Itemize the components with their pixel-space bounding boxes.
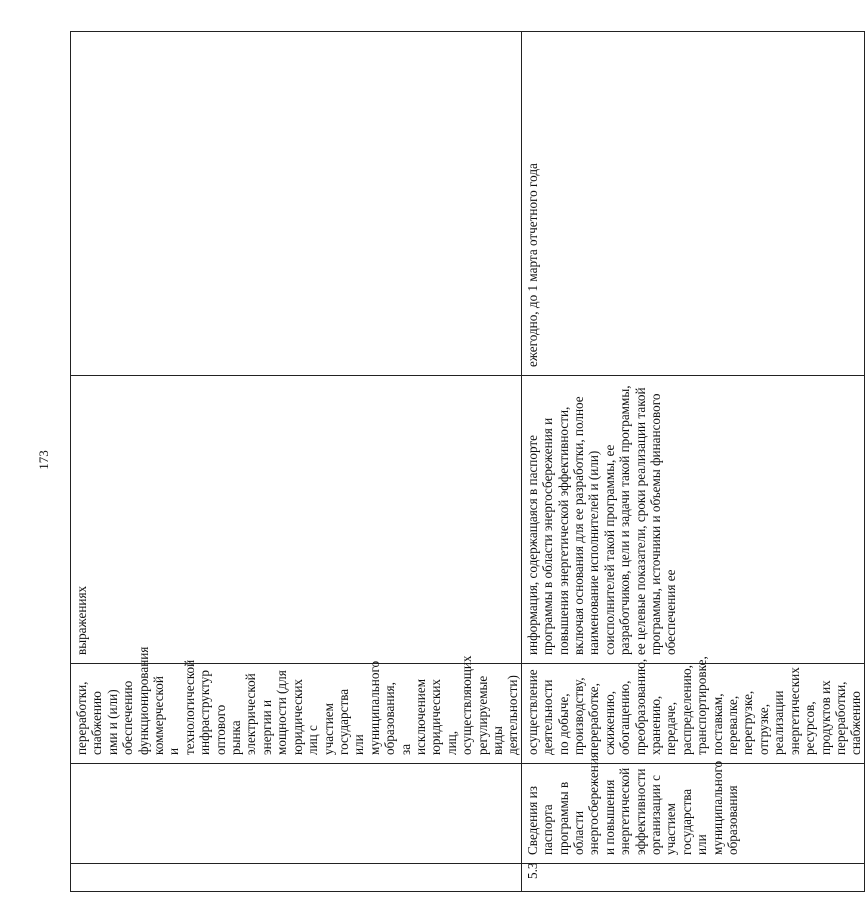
rotated-table-container [70,32,864,892]
table-row [71,32,522,892]
table-row [521,32,864,892]
info-name-cell: Сведения из паспорта программы в области энергосбережения и повышения энергетической эффективности организации с участием государства или муниципального образования [521,764,864,864]
info-content-cell: выражениях [71,376,522,664]
deadline-cell [71,32,522,376]
organization-definition-cell: осуществление деятельности по добыче, производству, переработке, сжижению, обогащению, преобразованию, хранению, передаче, распределению, транспортировке, поставкам, перевалке, перегрузке, отгрузке, реализации энергетических ресурсов, продуктов их переработки, снабжению [521,664,864,764]
info-content-cell: информация, содержащаяся в паспорте программы в области энергосбережения и повышения энергетической эффективности, включая основания для ее разработки, полное наименование исполнителей и (или) соисполнителей такой программы, ее разработчиков, цели и задачи такой программы, ее целевые показатели, сроки реализации такой программы, источники и объемы финансового обеспечения ее [521,376,864,664]
deadline-cell: ежегодно, до 1 марта отчетного года [521,32,864,376]
organization-definition-cell: переработки, снабжению ими и (или) обеспечению функционирования коммерческой и технологической инфраструктур оптового рынка электрической энергии и мощности (для юридических лиц с участием государства или муниципального образования, за исключением юридических лиц, осуществляющих регулируемые виды деятельности) [71,664,522,764]
page-number: 173 [36,450,51,470]
row-number-cell [71,864,522,892]
info-name-cell [71,764,522,864]
row-number-cell: 5.3 [521,864,864,892]
requirements-table [70,31,865,892]
